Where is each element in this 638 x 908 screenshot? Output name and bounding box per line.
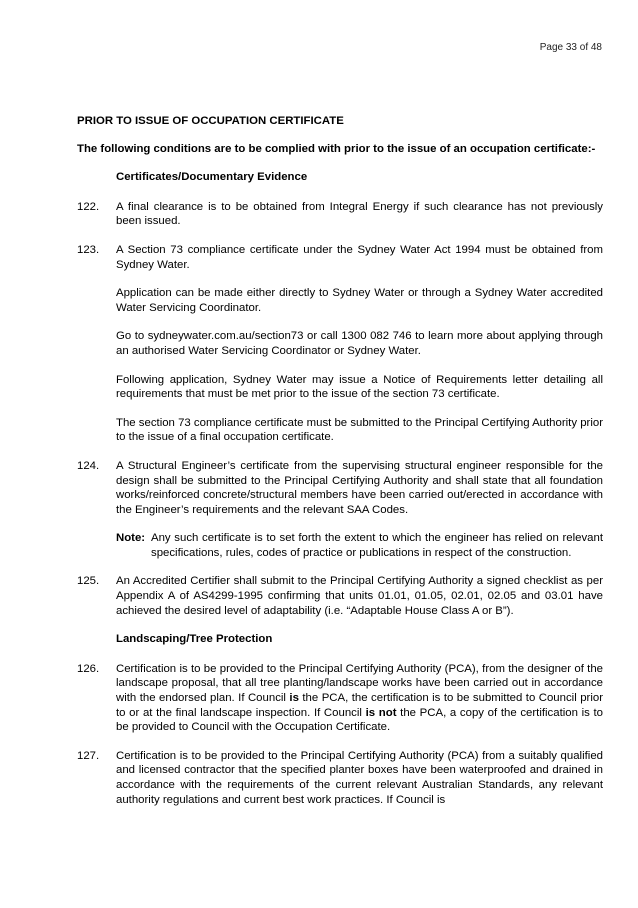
condition-number: 126. [77, 662, 100, 675]
condition-126 [77, 662, 603, 735]
condition-123-para-1: Application can be made either directly to Sydney Water or through a Sydney Water accredited Water Servicing Coordinator. [116, 287, 603, 314]
condition-number: 122. [77, 200, 100, 213]
condition-124-note [116, 531, 603, 560]
section-heading: PRIOR TO ISSUE OF OCCUPATION CERTIFICATE [77, 115, 344, 127]
condition-number: 125. [77, 575, 100, 588]
intro-text: The following conditions are to be complied with prior to the issue of an occupation certificate:- [77, 142, 596, 155]
text-run: the PCA, a copy of the certification is to be provided to Council with the Occupation Certificate. [116, 706, 604, 734]
condition-number: 124. [77, 459, 100, 472]
condition-text: A Structural Engineer’s certificate from the supervising structural engineer responsible for the design shall be submitted to the Principal Certifying Authority and shall state that all foundation works/reinforced concrete/structural members have been carried out/erected in accordance with the Engineer’s requirements and the relevant SAA Codes. [116, 459, 603, 516]
condition-text: Certification is to be provided to the Principal Certifying Authority (PCA) from a suitably qualified and licensed contractor that the specified planter boxes have been waterproofed and drained in accordance with the requirements of the current relevant Australian Standards, any relevant authority regulations and current best work practices. If Council is [116, 749, 603, 806]
condition-text [116, 662, 603, 735]
condition-123-para-3: Following application, Sydney Water may issue a Notice of Requirements letter detailing all requirements that must be met prior to the issue of the section 73 certificate. [116, 373, 603, 401]
subheading-landscaping: Landscaping/Tree Protection [116, 633, 273, 646]
condition-123 [77, 243, 603, 272]
emphasis-is-not: is not [365, 706, 397, 719]
condition-text: A Section 73 compliance certificate under the Sydney Water Act 1994 must be obtained from Sydney Water. [116, 243, 603, 271]
page-content [77, 114, 603, 821]
condition-127 [77, 749, 603, 807]
note-label: Note: [116, 532, 146, 545]
condition-124 [77, 459, 603, 517]
condition-122 [77, 200, 603, 229]
condition-125 [77, 574, 603, 618]
condition-123-para-4: The section 73 compliance certificate must be submitted to the Principal Certifying Authority prior to the issue of a final occupation certificate. [116, 416, 603, 444]
note-text: Any such certificate is to set forth the extent to which the engineer has relied on relevant specifications, rules, codes of practice or publications in respect of the construction. [151, 532, 603, 559]
text-run: Certification is to be provided to the Principal Certifying Authority (PCA), from the designer of the landscape proposal, that all tree planting/landscape works have been carried out in accordance with the endorsed plan. If Council [116, 662, 603, 705]
page-number: Page 33 of 48 [539, 42, 602, 53]
emphasis-is: is [289, 692, 299, 705]
condition-number: 123. [77, 243, 100, 256]
condition-text: An Accredited Certifier shall submit to the Principal Certifying Authority a signed checklist as per Appendix A of AS4299-1995 confirming that units 01.01, 01.05, 02.01, 02.05 and 03.01 have achieved the desired level of adaptability (i.e. “Adaptable House Class A or B”). [116, 575, 603, 617]
condition-number: 127. [77, 749, 100, 762]
subheading-certificates: Certificates/Documentary Evidence [116, 171, 308, 184]
condition-123-para-2: Go to sydneywater.com.au/section73 or call 1300 082 746 to learn more about applying through an authorised Water Servicing Coordinator or Sydney Water. [116, 330, 603, 357]
text-run: the PCA, the certification is to be submitted to Council prior to or at the final landscape inspection. If Council [116, 692, 603, 719]
condition-text: A final clearance is to be obtained from Integral Energy if such clearance has not previously been issued. [116, 200, 603, 228]
